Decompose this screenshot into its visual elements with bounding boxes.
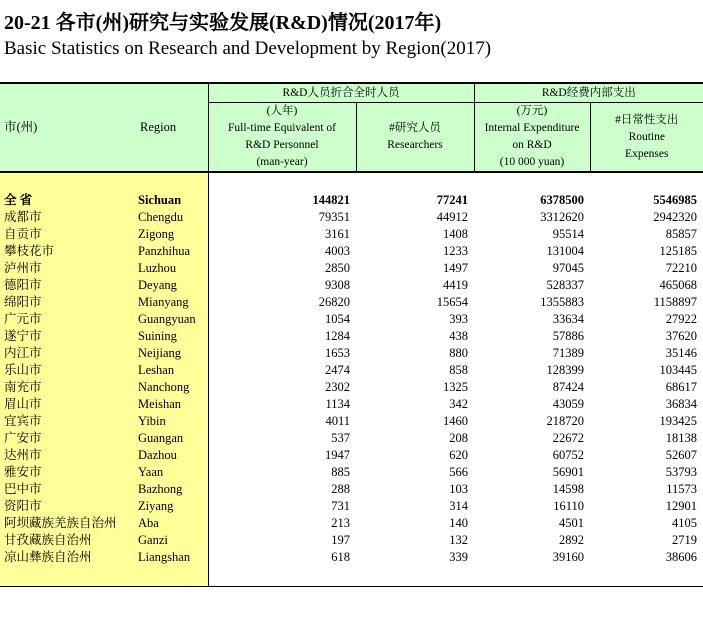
- city-name-cell: 巴中市: [0, 481, 136, 498]
- researchers-cell: 339: [449, 550, 469, 564]
- fte-cell: 2302: [325, 380, 350, 394]
- region-name-cell: Guangan: [136, 430, 208, 447]
- region-name-cell: Nanchong: [136, 379, 208, 396]
- city-name-cell: 内江市: [0, 345, 136, 362]
- region-column-header: Region: [136, 83, 208, 172]
- expenditure-cell: 71389: [552, 346, 585, 360]
- region-name-cell: Luzhou: [136, 260, 208, 277]
- routine-cell: 36834: [665, 397, 698, 411]
- expenditure-cell: 6378500: [540, 193, 585, 207]
- region-name-cell: Ganzi: [136, 532, 208, 549]
- researchers-cell: 858: [449, 363, 469, 377]
- expenditure-label-en-2: on R&D: [512, 139, 552, 151]
- researchers-cell: 77241: [436, 193, 469, 207]
- city-name-cell: 成都市: [0, 209, 136, 226]
- region-name-cell: Chengdu: [136, 209, 208, 226]
- routine-cell: 38606: [665, 550, 698, 564]
- fte-cell: 4011: [325, 414, 350, 428]
- region-name-cell: Yibin: [136, 413, 208, 430]
- table-header: [0, 83, 703, 172]
- routine-cell: 68617: [665, 380, 698, 394]
- fte-cell: 885: [331, 465, 350, 479]
- expenditure-cell: 33634: [552, 312, 585, 326]
- researchers-cell: 1233: [443, 244, 469, 258]
- city-name-cell: 德阳市: [0, 277, 136, 294]
- routine-cell: 2719: [672, 533, 698, 547]
- table-end-row: [0, 566, 703, 587]
- expenditure-unit-en: (10 000 yuan): [499, 156, 565, 168]
- researchers-cell: 1408: [443, 227, 469, 241]
- region-name-cell: Bazhong: [136, 481, 208, 498]
- expenditure-cell: 2892: [559, 533, 585, 547]
- table-row: [0, 532, 703, 549]
- personnel-group-header: R&D人员折合全时人员: [208, 83, 474, 103]
- table-body: [0, 172, 703, 587]
- fte-cell: 1653: [325, 346, 350, 360]
- researchers-cell: 208: [449, 431, 469, 445]
- researchers-column-header: [356, 103, 474, 173]
- fte-cell: 3161: [325, 227, 350, 241]
- researchers-cell: 566: [449, 465, 469, 479]
- researchers-cell: 44912: [436, 210, 469, 224]
- expenditure-column-header: [474, 103, 590, 173]
- city-name-cell: 广安市: [0, 430, 136, 447]
- city-name-cell: 攀枝花市: [0, 243, 136, 260]
- expenditure-cell: 16110: [553, 499, 585, 513]
- region-name-cell: Guangyuan: [136, 311, 208, 328]
- routine-cell: 193425: [659, 414, 698, 428]
- city-name-cell: 遂宁市: [0, 328, 136, 345]
- fte-cell: 1054: [325, 312, 350, 326]
- expenditure-cell: 3312620: [540, 210, 585, 224]
- city-name-cell: 全 省: [0, 192, 136, 209]
- researchers-cell: 1325: [443, 380, 469, 394]
- table-row: [0, 413, 703, 430]
- region-name-cell: Dazhou: [136, 447, 208, 464]
- table-row: [0, 209, 703, 226]
- fte-cell: 144821: [312, 193, 350, 207]
- fte-unit-cn: (人年): [266, 105, 298, 117]
- region-name-cell: Yaan: [136, 464, 208, 481]
- researchers-cell: 15654: [436, 295, 469, 309]
- city-name-cell: 眉山市: [0, 396, 136, 413]
- researchers-label-cn: #研究人员: [389, 122, 441, 134]
- fte-cell: 26820: [318, 295, 350, 309]
- rd-statistics-table: [0, 82, 703, 587]
- routine-cell: 35146: [665, 346, 698, 360]
- region-name-cell: Deyang: [136, 277, 208, 294]
- expenditure-cell: 218720: [546, 414, 585, 428]
- fte-cell: 197: [331, 533, 350, 547]
- table-row: [0, 379, 703, 396]
- expenditure-cell: 39160: [552, 550, 585, 564]
- table-row: [0, 294, 703, 311]
- researchers-cell: 4419: [443, 278, 469, 292]
- expenditure-cell: 22672: [552, 431, 585, 445]
- expenditure-cell: 14598: [552, 482, 585, 496]
- expenditure-cell: 528337: [546, 278, 585, 292]
- routine-column-header: [590, 103, 703, 173]
- region-name-cell: Leshan: [136, 362, 208, 379]
- fte-cell: 1947: [325, 448, 350, 462]
- table-row: [0, 226, 703, 243]
- region-name-cell: Suining: [136, 328, 208, 345]
- researchers-cell: 103: [449, 482, 469, 496]
- city-name-cell: 宜宾市: [0, 413, 136, 430]
- routine-cell: 4105: [672, 516, 698, 530]
- region-name-cell: Aba: [136, 515, 208, 532]
- fte-label-en: Full-time Equivalent of: [228, 122, 336, 134]
- expenditure-cell: 97045: [552, 261, 585, 275]
- city-name-cell: 雅安市: [0, 464, 136, 481]
- fte-cell: 618: [331, 550, 350, 564]
- city-name-cell: 甘孜藏族自治州: [0, 532, 136, 549]
- table-row: [0, 311, 703, 328]
- table-row: [0, 447, 703, 464]
- routine-cell: 12901: [665, 499, 698, 513]
- city-name-cell: 资阳市: [0, 498, 136, 515]
- expenditure-cell: 95514: [552, 227, 585, 241]
- table-row: [0, 260, 703, 277]
- fte-column-header: [208, 103, 356, 173]
- routine-cell: 465068: [659, 278, 698, 292]
- page-title-cn: 20-21 各市(州)研究与实验发展(R&D)情况(2017年): [4, 12, 442, 34]
- region-name-cell: Ziyang: [136, 498, 208, 515]
- city-name-cell: 阿坝藏族羌族自治州: [0, 515, 136, 532]
- fte-label-en-2: R&D Personnel: [245, 139, 319, 151]
- table-row: [0, 362, 703, 379]
- researchers-cell: 314: [449, 499, 469, 513]
- routine-cell: 1158897: [653, 295, 698, 309]
- fte-cell: 213: [331, 516, 350, 530]
- table-row: [0, 396, 703, 413]
- routine-cell: 37620: [665, 329, 698, 343]
- researchers-cell: 620: [449, 448, 469, 462]
- table-row: [0, 430, 703, 447]
- city-name-cell: 绵阳市: [0, 294, 136, 311]
- routine-cell: 52607: [665, 448, 698, 462]
- table-row: [0, 498, 703, 515]
- researchers-cell: 438: [449, 329, 469, 343]
- region-name-cell: Neijiang: [136, 345, 208, 362]
- routine-label-cn: #日常性支出: [615, 113, 679, 126]
- researchers-cell: 393: [449, 312, 469, 326]
- expenditure-cell: 60752: [552, 448, 585, 462]
- region-name-cell: Sichuan: [136, 192, 208, 209]
- table-row: [0, 277, 703, 294]
- city-name-cell: 泸州市: [0, 260, 136, 277]
- table-row: [0, 549, 703, 566]
- city-name-cell: 南充市: [0, 379, 136, 396]
- fte-unit-en: (man-year): [256, 156, 308, 168]
- region-name-cell: Liangshan: [136, 549, 208, 566]
- expenditure-group-header: R&D经费内部支出: [474, 83, 703, 103]
- fte-cell: 1284: [325, 329, 350, 343]
- expenditure-cell: 43059: [552, 397, 585, 411]
- fte-cell: 9308: [325, 278, 350, 292]
- city-column-header: 市(州): [0, 83, 136, 172]
- fte-cell: 537: [331, 431, 350, 445]
- routine-cell: 53793: [665, 465, 698, 479]
- expenditure-cell: 4501: [559, 516, 585, 530]
- region-name-cell: Panzhihua: [136, 243, 208, 260]
- routine-cell: 125185: [659, 244, 698, 258]
- fte-cell: 1134: [325, 397, 350, 411]
- city-name-cell: 达州市: [0, 447, 136, 464]
- city-name-cell: 自贡市: [0, 226, 136, 243]
- region-name-cell: Zigong: [136, 226, 208, 243]
- expenditure-label-en: Internal Expenditure: [484, 122, 580, 134]
- routine-cell: 2942320: [653, 210, 698, 224]
- fte-cell: 288: [331, 482, 350, 496]
- routine-cell: 103445: [659, 363, 698, 377]
- city-name-cell: 乐山市: [0, 362, 136, 379]
- fte-cell: 79351: [318, 210, 350, 224]
- fte-cell: 731: [331, 499, 350, 513]
- expenditure-cell: 128399: [546, 363, 585, 377]
- expenditure-cell: 1355883: [540, 295, 585, 309]
- city-name-cell: 凉山彝族自治州: [0, 549, 136, 566]
- table-row: [0, 515, 703, 532]
- routine-cell: 85857: [665, 227, 698, 241]
- researchers-cell: 140: [449, 516, 469, 530]
- fte-cell: 2850: [325, 261, 350, 275]
- routine-label-en: Routine: [628, 130, 665, 143]
- routine-cell: 5546985: [653, 193, 698, 207]
- table-row: [0, 481, 703, 498]
- researchers-cell: 1460: [443, 414, 469, 428]
- table-row: [0, 345, 703, 362]
- expenditure-cell: 131004: [546, 244, 585, 258]
- researchers-label-en: Researchers: [387, 139, 443, 151]
- routine-cell: 27922: [665, 312, 698, 326]
- total-row: [0, 192, 703, 209]
- expenditure-cell: 87424: [552, 380, 585, 394]
- spacer-row: [0, 172, 703, 192]
- routine-label-en-2: Expenses: [625, 147, 669, 160]
- expenditure-unit-cn: (万元): [516, 105, 548, 117]
- expenditure-cell: 56901: [552, 465, 585, 479]
- region-name-cell: Mianyang: [136, 294, 208, 311]
- table-row: [0, 328, 703, 345]
- researchers-cell: 132: [449, 533, 469, 547]
- region-name-cell: Meishan: [136, 396, 208, 413]
- fte-cell: 4003: [325, 244, 350, 258]
- researchers-cell: 342: [449, 397, 469, 411]
- researchers-cell: 880: [449, 346, 469, 360]
- city-name-cell: 广元市: [0, 311, 136, 328]
- table-row: [0, 464, 703, 481]
- routine-cell: 18138: [665, 431, 698, 445]
- page-title-en: Basic Statistics on Research and Development by Region(2017): [4, 38, 492, 59]
- table-row: [0, 243, 703, 260]
- expenditure-cell: 57886: [552, 329, 585, 343]
- researchers-cell: 1497: [443, 261, 469, 275]
- fte-cell: 2474: [325, 363, 350, 377]
- routine-cell: 11573: [666, 482, 698, 496]
- routine-cell: 72210: [665, 261, 698, 275]
